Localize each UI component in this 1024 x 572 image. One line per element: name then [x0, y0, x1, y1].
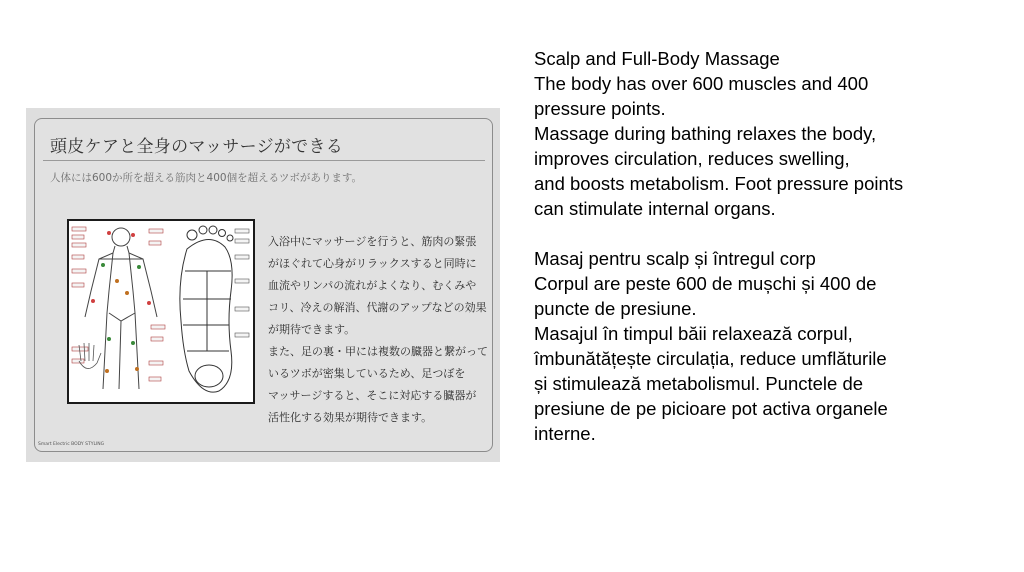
- english-line: improves circulation, reduces swelling,: [534, 148, 850, 169]
- card-body-line: いるツボが密集しているため、足つぼを: [268, 367, 466, 380]
- english-heading: Scalp and Full-Body Massage: [534, 48, 780, 69]
- romanian-heading: Masaj pentru scalp și întregul corp: [534, 248, 816, 269]
- card-credit: Smart Electric BODY STYLING: [38, 442, 105, 447]
- card-body-line: コリ、冷えの解消、代謝のアップなどの効果: [268, 301, 487, 314]
- title-divider: [43, 160, 485, 161]
- card-body-line: がほぐれて心身がリラックスすると同時に: [268, 257, 477, 270]
- romanian-line: și stimulează metabolismul. Punctele de: [534, 373, 864, 394]
- english-line: Massage during bathing relaxes the body,: [534, 123, 877, 144]
- label-boxes: [72, 227, 165, 381]
- romanian-line: Masajul în timpul băii relaxează corpul,: [534, 323, 853, 344]
- card-body-line: 入浴中にマッサージを行うと、筋肉の緊張: [268, 235, 477, 248]
- card-body-line: マッサージすると、そこに対応する臓器が: [268, 389, 477, 402]
- romanian-line: Corpul are peste 600 de mușchi și 400 de: [534, 273, 877, 294]
- card-body-line: 活性化する効果が期待できます。: [268, 411, 433, 424]
- english-line: can stimulate internal organs.: [534, 198, 776, 219]
- acupoint-markers: [91, 231, 151, 373]
- reflexology-illustration: [69, 221, 253, 402]
- romanian-line: presiune de pe picioare pot activa organele: [534, 398, 888, 419]
- card-body-line: また、足の裏・甲には複数の臓器と繋がって: [268, 345, 488, 358]
- foot-sole-figure: [180, 226, 233, 392]
- romanian-line: puncte de presiune.: [534, 298, 697, 319]
- card-body-line: が期待できます。: [268, 323, 356, 336]
- card-title: 頭皮ケアと全身のマッサージができる: [50, 137, 344, 157]
- romanian-line: interne.: [534, 423, 596, 444]
- english-line: The body has over 600 muscles and 400: [534, 73, 869, 94]
- section-spacer: [534, 221, 1004, 246]
- reflexology-chart: [67, 219, 255, 404]
- card-body-text: [268, 231, 494, 429]
- romanian-line: îmbunătățește circulația, reduce umflăturile: [534, 348, 887, 369]
- translation-column: [534, 46, 1004, 446]
- english-line: pressure points.: [534, 98, 666, 119]
- english-line: and boosts metabolism. Foot pressure points: [534, 173, 904, 194]
- card-body-line: 血流やリンパの流れがよくなり、むくみや: [268, 279, 477, 292]
- card-subtitle: 人体には600か所を超える筋肉と400個を超えるツボがあります。: [50, 172, 363, 184]
- foot-label-boxes: [235, 229, 249, 337]
